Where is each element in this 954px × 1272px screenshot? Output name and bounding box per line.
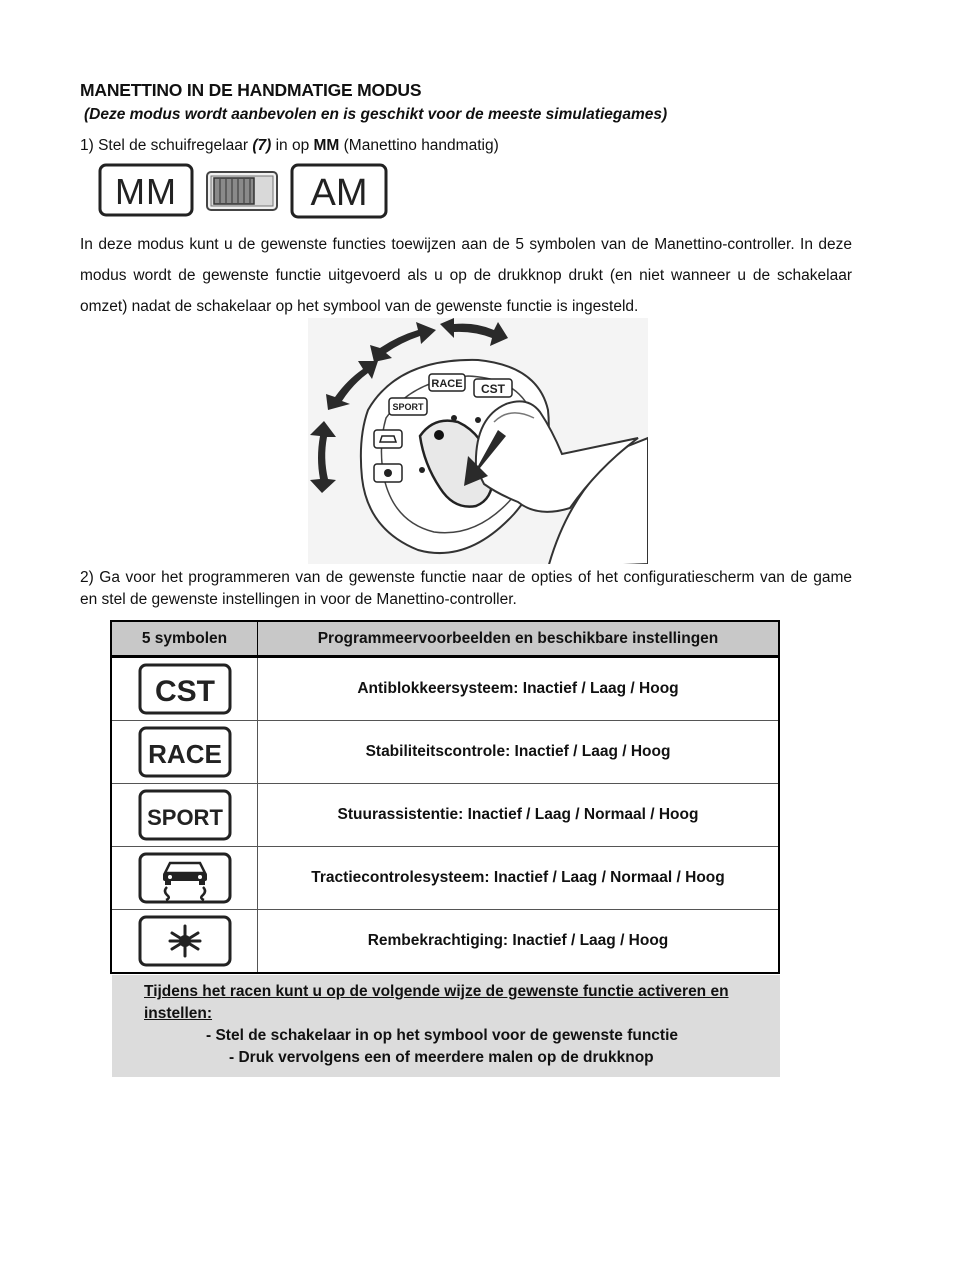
step-1-middle: in op (271, 137, 314, 154)
step-1-ref: (7) (252, 137, 272, 154)
mode-description: In deze modus kunt u de gewenste functies toewijzen aan de 5 symbolen van de Manettino-controller. In deze modus wordt de gewenste functie uitgevoerd als u op de drukknop drukt (en niet wanneer u de schakelaar omzet) nadat de schakelaar op het symbool van de gewenste functie is ingesteld. (80, 236, 852, 315)
svg-text:SPORT: SPORT (146, 805, 223, 830)
snowflake-icon (137, 914, 233, 968)
step-1-suffix: (Manettino handmatig) (339, 137, 499, 154)
step-1-mode: MM (313, 137, 340, 154)
table-row (111, 910, 779, 974)
usage-note-step: - Stel de schakelaar in op het symbool voor de gewenste functie (206, 1027, 679, 1044)
symbol-table (110, 620, 780, 974)
usage-note-heading: Tijdens het racen kunt u op de volgende wijze de gewenste functie activeren en (144, 983, 729, 1000)
car-traction-icon (374, 430, 402, 448)
mm-label: MM (115, 171, 177, 212)
table-row (111, 847, 779, 910)
symbol-cell (111, 910, 258, 974)
setting-description: Rembekrachtiging: Inactief / Laag / Hoog (258, 910, 780, 974)
usage-note-step: - Druk vervolgens een of meerdere malen op de drukknop (229, 1049, 654, 1066)
symbol-cell (111, 721, 258, 784)
step-1-prefix: 1) Stel de schuifregelaar (80, 137, 253, 154)
table-row (111, 657, 779, 721)
car-traction-icon (137, 851, 233, 905)
symbol-cell (111, 784, 258, 847)
svg-text:CST: CST (154, 675, 215, 708)
cst-icon (137, 662, 233, 716)
step-2-text: 2) Ga voor het programmeren van de gewenste functie naar de opties of het configuratiescherm van de game en stel de gewenste instellingen in voor de Manettino-controller. (80, 569, 852, 608)
page-subtitle: (Deze modus wordt aanbevolen en is geschikt voor de meeste simulatiegames) (84, 106, 668, 123)
setting-description: Antiblokkeersysteem: Inactief / Laag / Hoog (258, 657, 780, 721)
setting-description: Tractiecontrolesysteem: Inactief / Laag / Normaal / Hoog (258, 847, 780, 910)
setting-description: Stuurassistentie: Inactief / Laag / Normaal / Hoog (258, 784, 780, 847)
usage-note-heading-cont: instellen: (144, 1005, 213, 1022)
symbol-cell (111, 847, 258, 910)
race-symbol-label: RACE (431, 378, 463, 390)
svg-text:RACE: RACE (147, 739, 222, 769)
manettino-dial-illustration (308, 318, 648, 564)
setting-description: Stabiliteitscontrole: Inactief / Laag / Hoog (258, 721, 780, 784)
table-row (111, 721, 779, 784)
sport-icon (137, 788, 233, 842)
table-header-row (111, 621, 779, 657)
table-header-symbols: 5 symbolen (111, 621, 258, 657)
race-icon (137, 725, 233, 779)
symbol-cell (111, 657, 258, 721)
am-label: AM (310, 172, 368, 214)
mode-switch-illustration (96, 162, 392, 222)
sport-symbol-label: SPORT (392, 402, 424, 412)
step-1-text (80, 137, 499, 155)
table-row (111, 784, 779, 847)
cst-symbol-label: CST (481, 382, 505, 396)
page-title: MANETTINO IN DE HANDMATIGE MODUS (80, 80, 422, 100)
table-header-settings: Programmeervoorbeelden en beschikbare instellingen (258, 621, 780, 657)
